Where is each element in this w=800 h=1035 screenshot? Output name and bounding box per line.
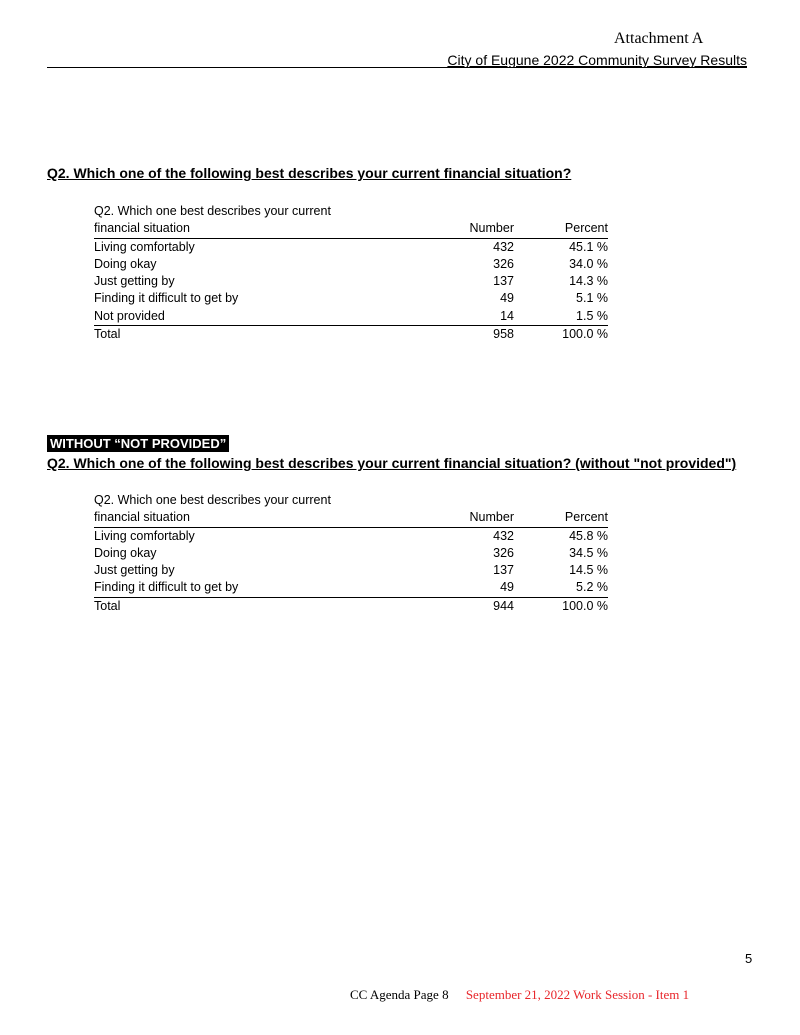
table-header-row [94, 220, 608, 238]
header-rule [47, 67, 747, 68]
footer [350, 987, 689, 1003]
table-row [94, 239, 608, 256]
table-total-row [94, 326, 608, 343]
table-title-row [94, 492, 608, 509]
table-total-row [94, 598, 608, 615]
row-number: 49 [500, 580, 514, 595]
table-title-row [94, 203, 608, 220]
row-label: Finding it difficult to get by [94, 580, 239, 595]
row-label: Living comfortably [94, 528, 195, 543]
row-number: 432 [493, 239, 514, 254]
table-row [94, 562, 608, 579]
row-percent: 5.2 % [576, 580, 608, 595]
total-label: Total [94, 598, 121, 613]
question-heading-2: Q2. Which one of the following best describes your current financial situation? (without "not provided") [47, 455, 737, 471]
col-number-header: Number [469, 510, 514, 525]
header-subtitle: City of Eugune 2022 Community Survey Results [447, 52, 747, 68]
table-title-cont: financial situation [94, 221, 190, 236]
col-percent-header: Percent [564, 510, 608, 525]
table-header-row [94, 509, 608, 527]
row-label: Finding it difficult to get by [94, 291, 239, 306]
table-row [94, 545, 608, 562]
row-label: Doing okay [94, 256, 157, 271]
table-row [94, 579, 608, 597]
total-number: 958 [493, 327, 514, 342]
row-percent: 5.1 % [576, 291, 608, 306]
total-label: Total [94, 327, 121, 342]
row-percent: 34.5 % [569, 545, 608, 560]
row-label: Living comfortably [94, 239, 195, 254]
results-table-2 [94, 492, 608, 615]
row-percent: 45.1 % [569, 239, 608, 254]
attachment-label: Attachment A [614, 30, 704, 47]
row-label: Doing okay [94, 545, 157, 560]
row-number: 432 [493, 528, 514, 543]
row-number: 326 [493, 256, 514, 271]
question-heading-1: Q2. Which one of the following best describes your current financial situation? [47, 165, 572, 181]
table-row [94, 528, 608, 545]
agenda-page-label: CC Agenda Page 8 [350, 987, 449, 1002]
row-percent: 45.8 % [569, 528, 608, 543]
row-label: Not provided [94, 308, 165, 323]
table-title-cont: financial situation [94, 510, 190, 525]
table-row [94, 308, 608, 326]
table-row [94, 256, 608, 273]
row-percent: 14.3 % [569, 274, 608, 289]
row-number: 137 [493, 563, 514, 578]
row-label: Just getting by [94, 274, 175, 289]
total-percent: 100.0 % [562, 327, 608, 342]
without-not-provided-banner: WITHOUT “NOT PROVIDED” [47, 435, 229, 452]
table-title: Q2. Which one best describes your current [94, 204, 331, 218]
row-percent: 1.5 % [576, 308, 608, 323]
row-label: Just getting by [94, 563, 175, 578]
row-percent: 34.0 % [569, 256, 608, 271]
row-percent: 14.5 % [569, 563, 608, 578]
table-title: Q2. Which one best describes your current [94, 493, 331, 507]
row-number: 326 [493, 545, 514, 560]
results-table-1 [94, 203, 608, 343]
work-session-label: September 21, 2022 Work Session - Item 1 [465, 987, 690, 1002]
table-row [94, 290, 608, 307]
col-number-header: Number [469, 221, 514, 236]
row-number: 137 [493, 274, 514, 289]
col-percent-header: Percent [564, 221, 608, 236]
row-number: 14 [500, 308, 514, 323]
row-number: 49 [500, 291, 514, 306]
total-number: 944 [493, 598, 514, 613]
total-percent: 100.0 % [562, 598, 608, 613]
page-number: 5 [745, 951, 753, 966]
table-row [94, 273, 608, 290]
